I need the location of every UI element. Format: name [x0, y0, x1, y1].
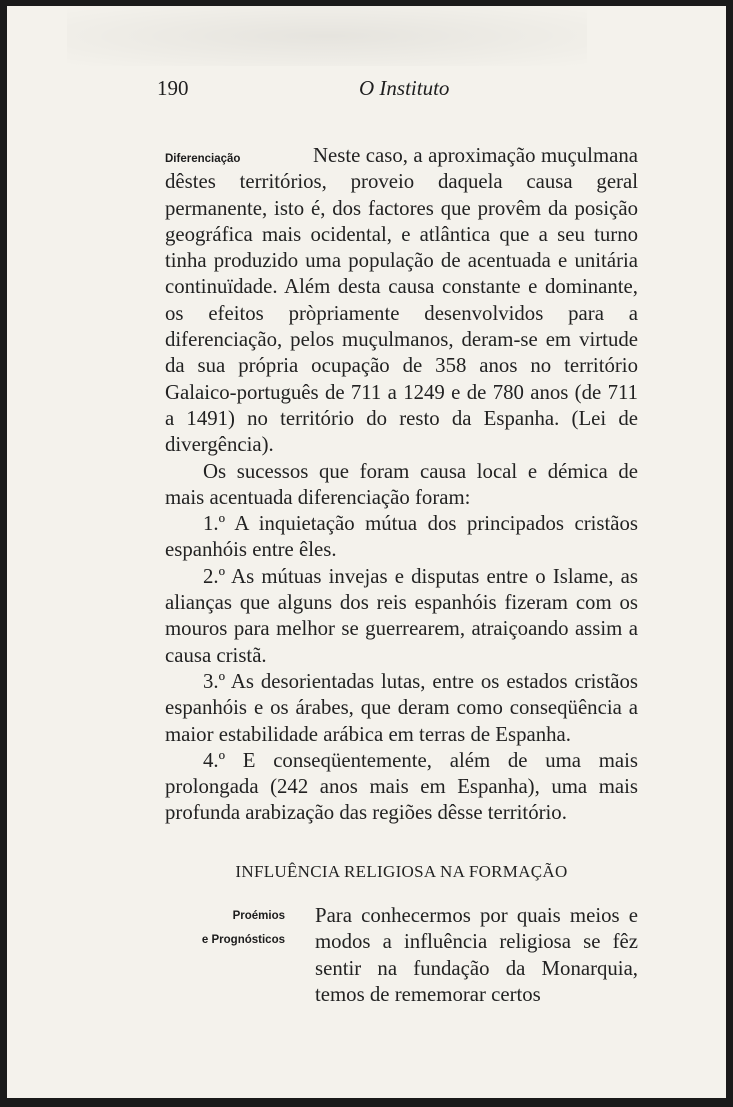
paragraph-1-text: Neste caso, a aproximação muçulmana dêstes territórios, proveio daquela causa geral permanente, isto é, dos factores que provêm da posição geográfica mais ocidental, e atlântica que a seu turno tinha produzido uma população de acentuada e unitária continuïdade. Além desta causa constante e dominante, os efeitos pròpriamente desenvolvidos para a diferenciação, pelos muçulmanos, deram-se em virtude da sua própria ocupação de 358 anos no território Galaico-português de 711 a 1249 e de 780 anos (de 711 a 1491) no território do resto da Espanha. (Lei de divergência).: [165, 144, 638, 457]
page-smudge: [67, 6, 587, 66]
section-heading: INFLUÊNCIA RELIGIOSA NA FORMAÇÃO: [235, 861, 568, 881]
spacer: [165, 827, 638, 859]
margin-note-proemios: [165, 904, 285, 952]
body-text: [165, 143, 638, 1008]
list-item: 3.º As desorientadas lutas, entre os estados cristãos espanhóis e os árabes, que deram como conseqüência a maior estabilidade arábica em terras de Espanha.: [165, 669, 638, 746]
margin-note-line-2: e Prognósticos: [201, 934, 285, 947]
book-page: [7, 6, 726, 1098]
list-item: 1.º A inquietação mútua dos principados cristãos espanhóis entre êles.: [165, 512, 638, 562]
paragraph-proemios: [165, 903, 638, 1008]
margin-note-line-1: Proémios: [232, 910, 285, 923]
page-header: [7, 76, 726, 104]
list-item: 4.º E conseqüentemente, além de uma mais prolongada (242 anos mais em Espanha), uma mais profunda arabização das regiões dêsse território.: [165, 748, 638, 825]
list-item: 2.º As mútuas invejas e disputas entre o Islame, as alianças que alguns dos reis espanhóis fizeram com os mouros para melhor se guerrearem, atraiçoando assim a causa cristã.: [165, 564, 638, 667]
paragraph-3-text: Para conhecermos por quais meios e modos a influência religiosa se fêz sentir na fundação da Monarquia, temos de rememorar certos: [315, 904, 638, 1006]
paragraph-2: Os sucessos que foram causa local e démica de mais acentuada diferenciação foram:: [165, 459, 638, 509]
paragraph-diferenciacao: [165, 143, 638, 459]
running-title: O Instituto: [359, 76, 450, 100]
page-number: 190: [157, 76, 189, 100]
margin-note-diferenciacao: Diferenciação: [165, 153, 241, 165]
spacer: [165, 885, 638, 903]
